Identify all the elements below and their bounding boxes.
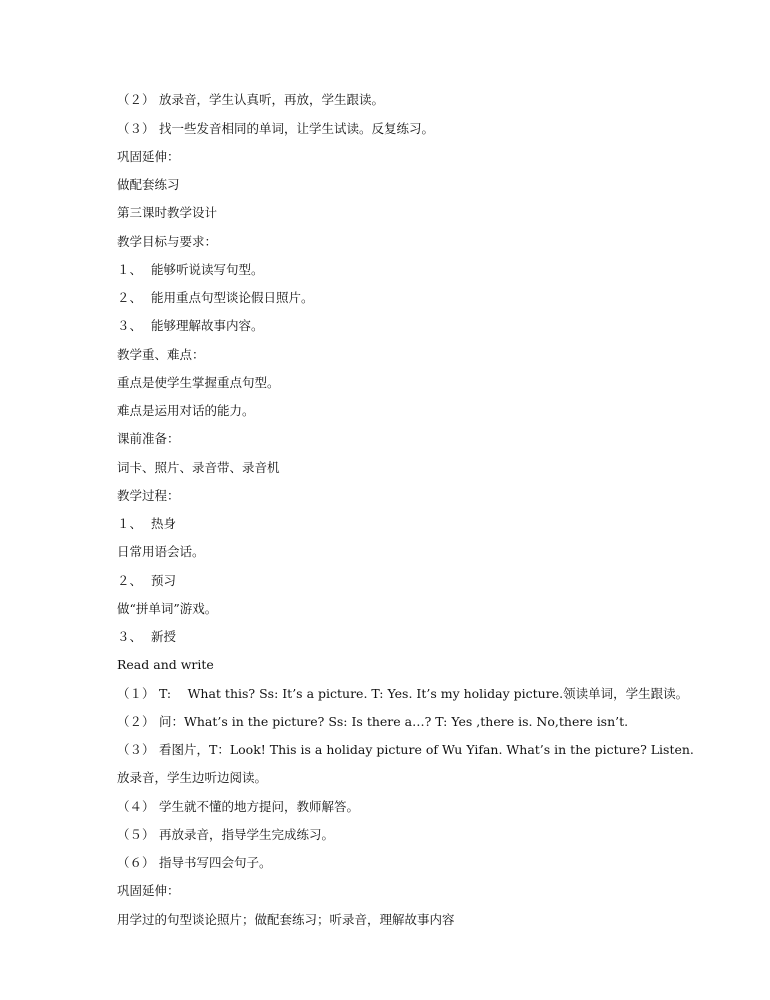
item-number: ３、 (117, 629, 143, 644)
paragraph: 重点是使学生掌握重点句型。 (117, 375, 280, 390)
section-heading: 教学目标与要求： (117, 234, 218, 249)
section-heading: 课前准备： (117, 431, 180, 446)
item-text: 预习 (151, 573, 177, 588)
section-heading: 教学过程： (117, 488, 180, 503)
step-text: 问：What’s in the picture? Ss: Is there a…? T: Yes ,there is. No,there isn’t. (159, 714, 629, 729)
paragraph: 难点是运用对话的能力。 (117, 403, 255, 418)
step-text: T: What this? Ss: It’s a picture. T: Yes. It’s my holiday picture.领读单词，学生跟读。 (159, 686, 689, 701)
step-number: （２） (117, 92, 155, 107)
step-3-line (117, 742, 694, 758)
step-number: （３） (117, 742, 155, 757)
paragraph: 词卡、照片、录音带、录音机 (117, 460, 280, 475)
step-text: 学生就不懂的地方提问，教师解答。 (159, 799, 360, 814)
step-3-line (117, 121, 434, 137)
item-number: １、 (117, 262, 143, 277)
step-2-line (117, 92, 384, 108)
paragraph: 放录音，学生边听边阅读。 (117, 770, 268, 785)
item-text: 新授 (151, 629, 177, 644)
item-number: ２、 (117, 290, 143, 305)
paragraph: 做“拼单词”游戏。 (117, 601, 218, 616)
step-4-line (117, 799, 359, 815)
paragraph: 日常用语会话。 (117, 544, 205, 559)
goal-item (117, 262, 264, 278)
step-number: （１） (117, 686, 155, 701)
step-5-line (117, 827, 334, 843)
lesson-title: 第三课时教学设计 (117, 205, 218, 220)
process-item (117, 573, 176, 589)
step-text: 看图片，T：Look! This is a holiday picture of Wu Yifan. What’s in the picture? Listen. (159, 742, 694, 757)
step-number: （４） (117, 799, 155, 814)
step-6-line (117, 855, 272, 871)
item-number: ３、 (117, 318, 143, 333)
paragraph: 用学过的句型谈论照片；做配套练习；听录音，理解故事内容 (117, 912, 455, 927)
step-text: 再放录音，指导学生完成练习。 (159, 827, 335, 842)
item-text: 能够理解故事内容。 (151, 318, 264, 333)
step-number: （２） (117, 714, 155, 729)
item-number: １、 (117, 516, 143, 531)
section-heading: 巩固延伸： (117, 149, 180, 164)
step-number: （５） (117, 827, 155, 842)
item-text: 能够听说读写句型。 (151, 262, 264, 277)
section-heading: 巩固延伸： (117, 883, 180, 898)
step-text: 指导书写四会句子。 (159, 855, 272, 870)
item-number: ２、 (117, 573, 143, 588)
step-2-line (117, 714, 628, 730)
process-item (117, 629, 176, 645)
step-1-line (117, 686, 688, 702)
item-text: 热身 (151, 516, 177, 531)
step-text: 找一些发音相同的单词，让学生试读。反复练习。 (159, 121, 435, 136)
paragraph: Read and write (117, 657, 214, 672)
paragraph: 做配套练习 (117, 177, 180, 192)
section-heading: 教学重、难点： (117, 347, 205, 362)
goal-item (117, 318, 264, 334)
step-number: （３） (117, 121, 155, 136)
step-text: 放录音，学生认真听，再放，学生跟读。 (159, 92, 385, 107)
goal-item (117, 290, 314, 306)
item-text: 能用重点句型谈论假日照片。 (151, 290, 314, 305)
step-number: （６） (117, 855, 155, 870)
process-item (117, 516, 176, 532)
